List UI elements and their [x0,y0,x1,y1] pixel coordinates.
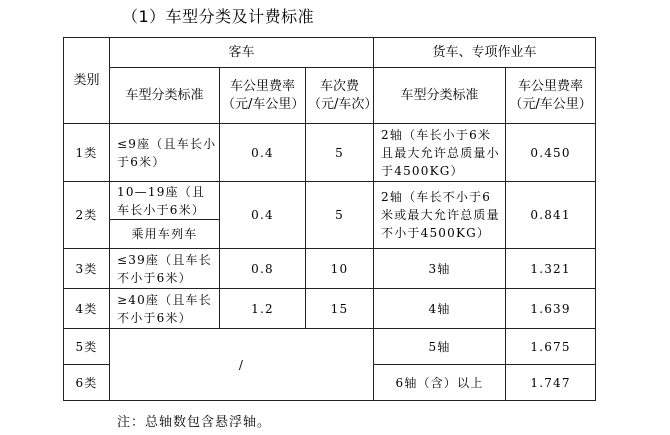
truck-standard: 2轴（车长不小于6米或最大允许总质量不小于4500KG） [374,182,506,249]
truck-km-rate: 0.841 [506,182,596,249]
bus-standard: ≤39座（且车长不小于6米） [110,249,220,289]
truck-standard: 6轴（含）以上 [374,365,506,401]
truck-km-rate: 0.450 [506,124,596,182]
bus-standard: ≥40座（且车长不小于6米） [110,289,220,329]
table-row [64,249,596,289]
header-bus-trip-fee: 车次费（元/车次） [306,68,374,124]
header-bus-standard: 车型分类标准 [110,68,220,124]
bus-km-rate: 0.4 [220,182,306,249]
fee-table [63,37,596,401]
table-row [64,289,596,329]
truck-standard: 3轴 [374,249,506,289]
header-truck-standard: 车型分类标准 [374,68,506,124]
bus-standard: 10—19座（且车长小于6米） [110,182,220,220]
truck-km-rate: 1.639 [506,289,596,329]
bus-standard-secondary: 乘用车列车 [110,220,220,249]
table-row [64,329,596,365]
bus-trip-fee: 10 [306,249,374,289]
bus-km-rate: 1.2 [220,289,306,329]
truck-km-rate: 1.675 [506,329,596,365]
bus-standard: ≤9座（且车长小于6米） [110,124,220,182]
truck-standard: 2轴（车长小于6米且最大允许总质量小于4500KG） [374,124,506,182]
row-class: 5类 [64,329,110,365]
row-class: 3类 [64,249,110,289]
row-class: 4类 [64,289,110,329]
truck-km-rate: 1.321 [506,249,596,289]
truck-km-rate: 1.747 [506,365,596,401]
truck-standard: 5轴 [374,329,506,365]
empty-bus-mark: / [110,329,374,401]
bus-km-rate: 0.4 [220,124,306,182]
bus-trip-fee: 5 [306,182,374,249]
table-row [64,182,596,220]
header-truck-km-rate: 车公里费率（元/车公里） [506,68,596,124]
bus-trip-fee: 15 [306,289,374,329]
section-heading: （1）车型分类及计费标准 [122,7,315,26]
row-class: 6类 [64,365,110,401]
header-bus-group: 客车 [110,38,374,68]
bus-trip-fee: 5 [306,124,374,182]
bus-km-rate: 0.8 [220,249,306,289]
truck-standard: 4轴 [374,289,506,329]
table-row [64,124,596,182]
row-class: 2类 [64,182,110,249]
row-class: 1类 [64,124,110,182]
header-truck-group: 货车、专项作业车 [374,38,596,68]
header-bus-km-rate: 车公里费率（元/车公里） [220,68,306,124]
footnote: 注：总轴数包含悬浮轴。 [117,415,272,430]
header-category: 类别 [64,38,110,124]
